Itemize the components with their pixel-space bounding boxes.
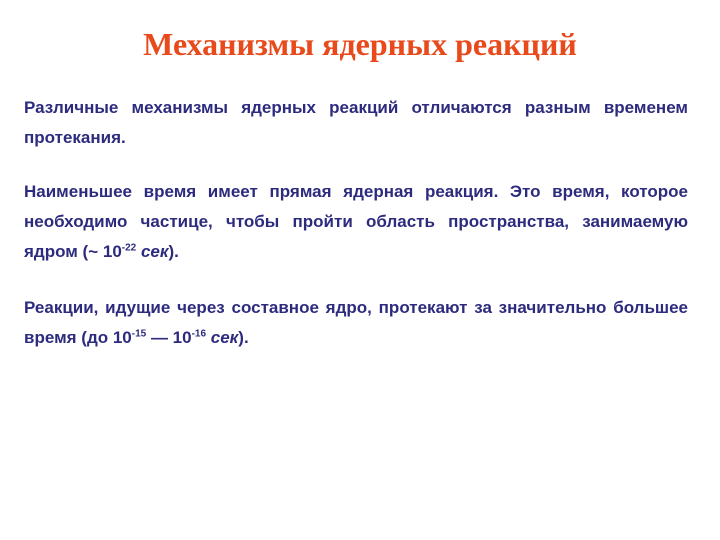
unit-seconds: сек [140, 242, 169, 261]
range-dash: — 10 [146, 328, 192, 347]
paragraph-direct-reaction [24, 177, 688, 267]
exponent-16: -16 [191, 328, 207, 340]
slide-title: Механизмы ядерных реакций [143, 26, 577, 62]
paragraph-compound-nucleus [24, 293, 688, 353]
exponent-22: -22 [121, 242, 137, 254]
paragraph-direct-reaction-text: Наименьшее время имеет прямая ядерная реакция. Это время, которое необходимо частице, чтобы пройти область пространства, занимаемую ядром (~ 10 [24, 182, 688, 261]
unit-seconds-2: сек [210, 328, 239, 347]
paragraph-compound-nucleus-text: Реакции, идущие через составное ядро, протекают за значительно большее время (до 10 [24, 298, 688, 347]
paragraph-mechanisms: Различные механизмы ядерных реакций отличаются разным временем протекания. [24, 98, 688, 147]
closing-paren: ). [168, 242, 179, 261]
closing-paren-2: ). [238, 328, 249, 347]
exponent-15: -15 [131, 328, 147, 340]
